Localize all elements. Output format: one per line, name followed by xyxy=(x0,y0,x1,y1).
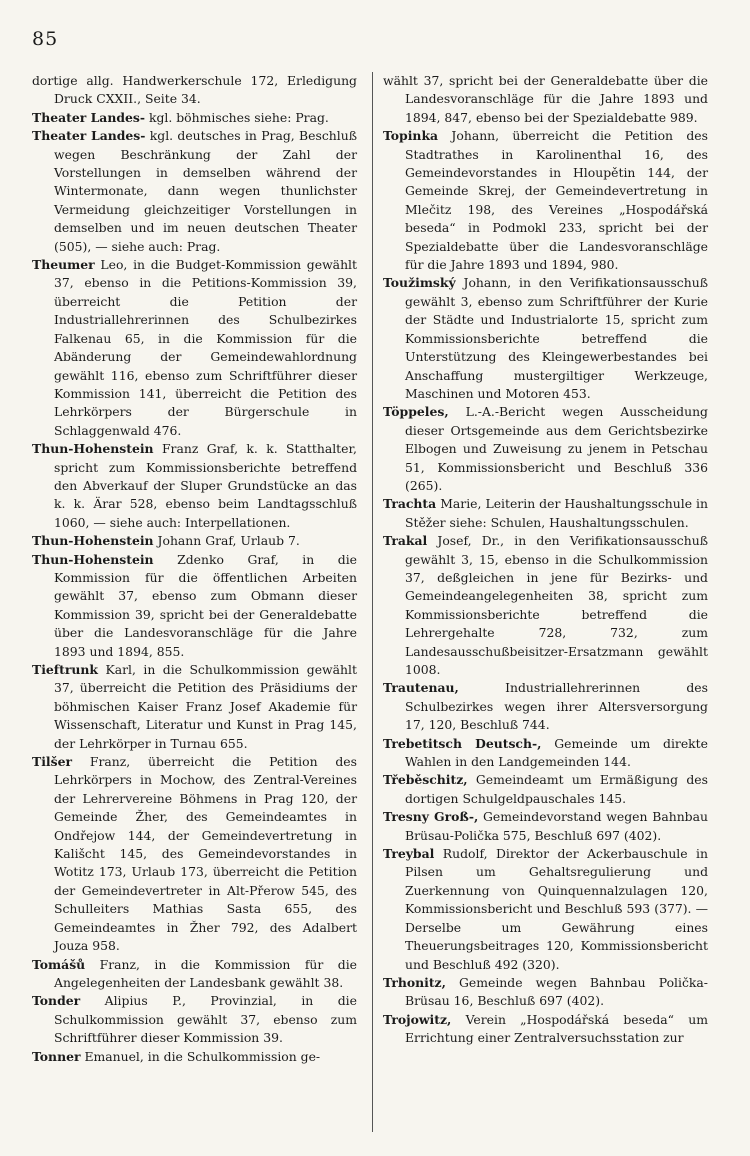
entry-head: Theumer xyxy=(32,257,95,273)
entry-text: Verein „Hospodářská beseda“ um Errichtung einer Zentralversuchsstation zur xyxy=(405,1011,708,1046)
entry-head: Trhonitz, xyxy=(383,974,446,990)
entry-head: Treybal xyxy=(383,846,435,862)
index-entry xyxy=(383,403,708,495)
index-entry xyxy=(32,1048,357,1066)
index-entry xyxy=(32,992,357,1047)
entry-text: Emanuel, in die Schulkommission ge- xyxy=(84,1048,321,1064)
index-entry xyxy=(32,256,357,440)
entry-text: Alipius P., Provinzial, in die Schulkommission gewählt 37, ebenso zum Schriftführer dieser Kommission 39. xyxy=(54,993,357,1046)
entry-text: Rudolf, Direktor der Ackerbauschule in Pilsen um Gehaltsregulierung und Zuerkennung von Quinquennalzulagen 120, Kommissionsbericht und Beschluß 593 (377). — Derselbe um Gewährung eines Theuerungsbeitrages 120, Kommissionsbericht und Beschluß 492 (320). xyxy=(405,846,708,972)
entry-head: Tresny Groß-, xyxy=(383,809,479,825)
entry-head: Trojowitz, xyxy=(383,1011,452,1027)
index-entry xyxy=(383,974,708,1011)
index-entry xyxy=(383,127,708,274)
entry-text: L.-A.-Bericht wegen Ausscheidung dieser Ortsgemeinde aus dem Gerichtsbezirke Elbogen und Zuweisung zu jenem in Petschau 51, Kommissionsbericht und Beschluß 336 (265). xyxy=(405,404,708,493)
index-entry xyxy=(32,72,357,109)
left-column xyxy=(32,72,357,1066)
index-entry xyxy=(383,1011,708,1048)
entry-text: Gemeindeamt um Ermäßigung des dortigen Schulgeldpauschales 145. xyxy=(405,772,708,806)
entry-head: Thun-Hohenstein xyxy=(32,533,154,549)
index-entry xyxy=(383,679,708,734)
entry-head: Trakal xyxy=(383,533,428,549)
entry-head: Tomášů xyxy=(32,956,86,972)
entry-text: wählt 37, spricht bei der Generaldebatte über die Landesvoranschläge für die Jahre 1893 und 1894, 847, ebenso bei der Spezialdebatte 989. xyxy=(383,73,708,125)
entry-text: Josef, Dr., in den Verifikationsausschuß gewählt 3, 15, ebenso in die Schulkommission 37, deßgleichen in jene für Bezirks- und Gemeindeangelegenheiten 38, spricht zum Kommissionsberichte betreffend die Lehrergehalte 728, 732, zum Landesausschußbeisitzer-Ersatzmann gewählt 1008. xyxy=(405,533,708,677)
entry-head: Tieftrunk xyxy=(32,662,98,677)
index-entry xyxy=(32,532,357,550)
page-number: 85 xyxy=(32,28,59,50)
index-entry xyxy=(383,735,708,772)
index-entry xyxy=(383,771,708,808)
index-entry xyxy=(32,661,357,753)
entry-head: Třeběschitz, xyxy=(383,772,468,788)
entry-head: Thun-Hohenstein xyxy=(32,441,154,457)
entry-text: Franz, überreicht die Petition des Lehrkörpers in Mochow, des Zentral-Vereines der Lehrervereine Böhmens in Prag 120, der Gemeinde Žher, des Gemeindeamtes in Ondřejow 144, der Gemeindevertretung in Kališcht 145, des Gemeindevorstandes in Wotitz 173, Urlaub 173, überreicht die Petition der Gemeindevertreter in Alt-Přerow 545, des Schulleiters Mathias Sasta 655, des Gemeindeamtes in Žher 792, des Adalbert Jouza 958. xyxy=(54,754,357,954)
entry-head: Tonder xyxy=(32,993,81,1009)
entry-head: Theater Landes- xyxy=(32,109,146,125)
entry-text: Zdenko Graf, in die Kommission für die öffentlichen Arbeiten gewählt 37, ebenso zum Obmann dieser Kommission 39, spricht bei der Generaldebatte über die Landesvoranschläge für die Jahre 1893 und 1894, 855. xyxy=(54,551,357,659)
entry-text: Johann, in den Verifikationsausschuß gewählt 3, ebenso zum Schriftführer der Kurie der Städte und Industrialorte 15, spricht zum Kommissionsberichte betreffend die Unterstützung des Kleingewerbestandes bei Anschaffung mustergiltiger Werkzeuge, Maschinen und Motoren 453. xyxy=(405,275,708,401)
entry-head: Thun-Hohenstein xyxy=(32,551,154,567)
entry-text: Marie, Leiterin der Haushaltungsschule in Stěžer siehe: Schulen, Haushaltungsschulen. xyxy=(405,496,708,530)
index-entry xyxy=(383,72,708,127)
entry-head: Töppeles, xyxy=(383,404,449,420)
entry-text: Industriallehrerinnen des Schulbezirkes wegen ihrer Altersversorgung 17, 120, Beschluß 744. xyxy=(405,680,708,733)
right-column xyxy=(383,72,708,1048)
entry-text: Johann Graf, Urlaub 7. xyxy=(157,533,300,549)
index-entry xyxy=(32,956,357,993)
index-entry xyxy=(32,753,357,955)
index-entry xyxy=(32,109,357,127)
entry-head: Tonner xyxy=(32,1048,81,1064)
entry-head: Theater Landes- xyxy=(32,128,146,144)
entry-text: Leo, in die Budget-Kommission gewählt 37, ebenso in die Petitions-Kommission 39, überreicht die Petition der Industriallehrerinnen des Schulbezirkes Falkenau 65, in die Kommission für die Abänderung der Gemeindewahlordnung gewählt 116, ebenso zum Schriftführer dieser Kommission 141, überreicht die Petition des Lehrkörpers der Bürgerschule in Schlaggenwald 476. xyxy=(54,257,357,438)
entry-text: kgl. deutsches in Prag, Beschluß wegen Beschränkung der Zahl der Vorstellungen in demselben während der Wintermonate, dann wegen thunlichster Vermeidung gleichzeitiger Vorstellungen in demselben und im neuen deutschen Theater (505), — siehe auch: Prag. xyxy=(54,128,357,254)
index-entry xyxy=(383,532,708,679)
entry-head: Toužimský xyxy=(383,275,456,291)
index-entry xyxy=(32,127,357,256)
entry-text: kgl. böhmisches siehe: Prag. xyxy=(148,109,329,125)
entry-text: Karl, in die Schulkommission gewählt 37, überreicht die Petition des Präsidiums der böhmischen Kaiser Franz Josef Akademie für Wissenschaft, Literatur und Kunst in Prag 145, der Lehrkörper in Turnau 655. xyxy=(54,662,357,751)
entry-head: Topinka xyxy=(383,128,439,144)
index-entry xyxy=(383,845,708,974)
entry-head: Trachta xyxy=(383,496,437,512)
entry-head: Trautenau, xyxy=(383,680,459,696)
column-divider xyxy=(372,72,373,1132)
entry-text: Gemeinde um direkte Wahlen in den Landgemeinden 144. xyxy=(405,735,708,770)
entry-text: dortige allg. Handwerkerschule 172, Erledigung Druck CXXII., Seite 34. xyxy=(32,73,357,107)
index-entry xyxy=(383,274,708,403)
index-entry xyxy=(383,495,708,532)
entry-head: Trebetitsch Deutsch-, xyxy=(383,735,542,751)
entry-text: Johann, überreicht die Petition des Stadtrathes in Karolinenthal 16, des Gemeindevorstandes in Hloupětin 144, der Gemeinde Skrej, der Gemeindevertretung in Mlečitz 198, des Vereines „Hospodářská beseda“ in Podmokl 233, spricht bei der Spezialdebatte über die Landesvoranschläge für die Jahre 1893 und 1894, 980. xyxy=(405,128,708,273)
index-entry xyxy=(383,808,708,845)
index-entry xyxy=(32,551,357,661)
entry-text: Franz, in die Kommission für die Angelegenheiten der Landesbank gewählt 38. xyxy=(54,956,357,990)
entry-text: Franz Graf, k. k. Statthalter, spricht zum Kommissionsberichte betreffend den Abverkauf der Sluper Grundstücke an das k. k. Ärar 528, ebenso beim Landtagsschluß 1060, — siehe auch: Interpellationen. xyxy=(54,441,357,530)
entry-text: Gemeinde wegen Bahnbau Polička-Brüsau 16, Beschluß 697 (402). xyxy=(405,974,708,1009)
entry-text: Gemeindevorstand wegen Bahnbau Brüsau-Polička 575, Beschluß 697 (402). xyxy=(405,809,708,843)
entry-head: Tilšer xyxy=(32,754,73,770)
index-entry xyxy=(32,440,357,532)
